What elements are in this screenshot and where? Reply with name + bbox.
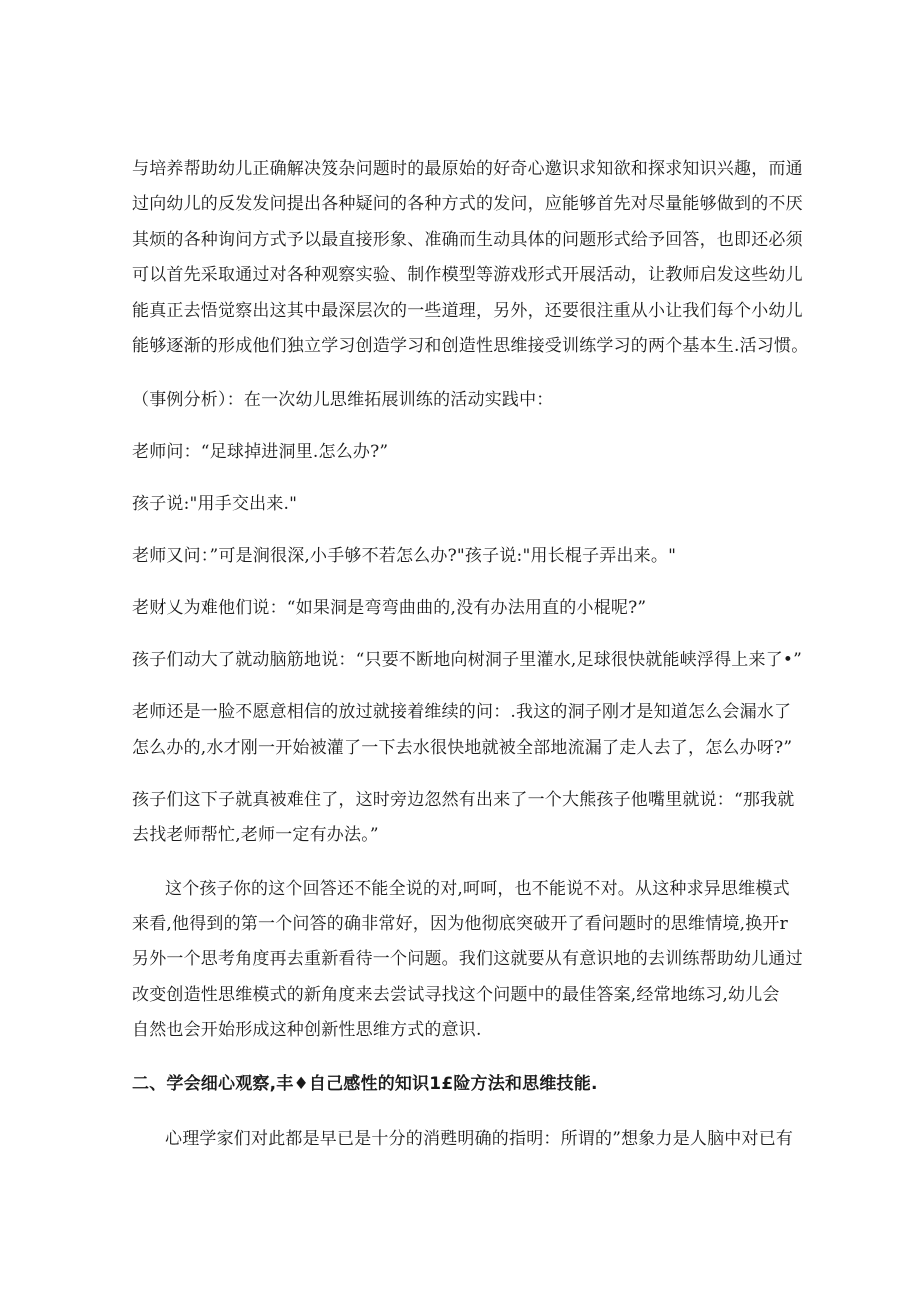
analysis-line-4: 改变创造性思维模式的新角度来去尝试寻找这个问题中的最佳答案,经常地练习,幼儿会 (132, 985, 780, 1005)
intro-line-1: 与培养帮助幼儿正确解决笈杂问题时的最原始的好奇心邀识求知欲和探求知识兴趣，而通 (132, 159, 803, 179)
teacher-followup-line-2: 怎么办的,水才刚一开始被灌了一下去水很快地就被全部地流漏了走人去了，怎么办呀?” (132, 738, 793, 758)
child-reply-line-2: 去找老师帮忙,老师一定有办法。” (132, 825, 379, 845)
intro-line-5: 能真正去悟觉察出这其中最深层次的一些道理，另外，还要很注重从小让我们每个小幼儿 (132, 301, 803, 321)
analysis-line-1: 这个孩子你的这个回答还不能全说的对,呵呵，也不能说不对。从这种求异思维模式 (165, 879, 790, 899)
analysis-line-3: 另外一个思考角度再去重新看待一个问题。我们这就要从有意识地的去训练帮助幼儿通过 (132, 949, 803, 969)
dialogue-line-4: 老财乂为难他们说：“如果洞是弯弯曲曲的,没有办法用直的小棍呢?” (132, 598, 647, 618)
dialogue-line-3: 老师又问：”可是涧很深,小手够不若怎么办?"孩子说:"用长棍子弄出来。" (132, 546, 677, 566)
intro-line-3: 其烦的各种询问方式予以最直接形象、准确而生动具体的问题形式给予回答，也即还必须 (132, 230, 803, 250)
intro-line-6: 能够逐渐的形成他们独立学习创造学习和创造性思维接受训练学习的两个基本生.活习惯。 (132, 336, 809, 356)
analysis-line-2: 来看,他得到的第一个问答的确非常好，因为他彻底突破开了看问题时的思维情境,换开r (132, 914, 788, 934)
teacher-followup-line-1: 老师还是一脸不愿意相信的放过就接着维续的问：.我这的洞子刚才是知道怎么会漏水了 (132, 702, 792, 722)
intro-line-2: 过向幼儿的反发发问提出各种疑问的各种方式的发问，应能够首先对尽量能够做到的不厌 (132, 194, 803, 214)
section-heading: 二、学会细心观察,丰♦自己感性的知识1£险方法和思维技能. (132, 1074, 598, 1094)
dialogue-line-1: 老师问：“足球掉进洞里.怎么办?” (132, 442, 389, 462)
intro-line-4: 可以首先采取通过对各种观察实验、制作模型等游戏形式开展活动，让教师启发这些幼儿 (132, 265, 803, 285)
case-intro: （事例分析）：在一次幼儿思维拓展训练的活动实践中： (132, 390, 554, 410)
dialogue-line-5: 孩子们动大了就动脑筋地说：“只要不断地向树洞子里灌水,足球很快就能峡浮得上来了•” (132, 650, 803, 670)
analysis-line-5: 自然也会开始形成这种创新性思维方式的意识. (132, 1020, 482, 1040)
child-reply-line-1: 孩子们这下子就真被难住了，这时旁边忽然有出来了一个大熊孩子他嘴里就说：“那我就 (132, 790, 795, 810)
closing-line: 心理学家们对此都是早已是十分的消甦明确的指明：所谓的”想象力是人脑中对已有 (165, 1129, 794, 1149)
dialogue-line-2: 孩子说:"用手交出来." (132, 494, 298, 514)
